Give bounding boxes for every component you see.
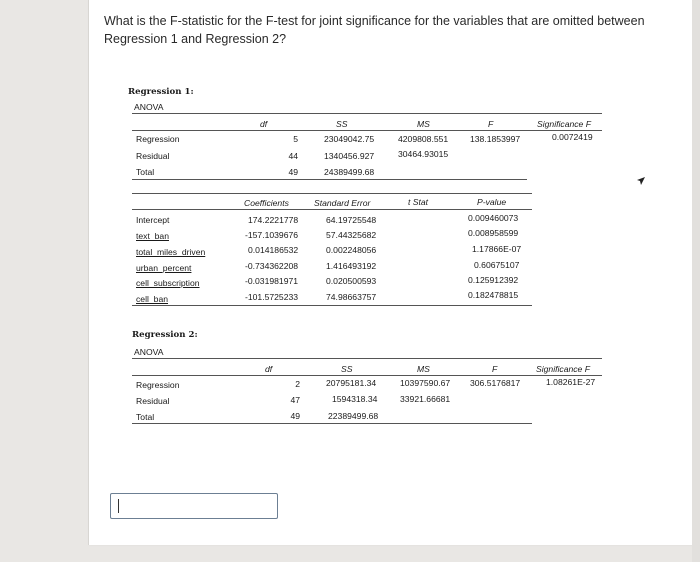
divider	[132, 209, 532, 210]
r1-header-f: F	[488, 119, 494, 129]
regression1-anova-label: ANOVA	[134, 102, 164, 112]
table-cell: 49	[290, 411, 300, 421]
coef-row-name: Intercept	[136, 215, 170, 225]
table-row-label: Residual	[136, 151, 170, 161]
coef-cell: 0.60675107	[474, 260, 520, 270]
r2-header-f: F	[492, 364, 498, 374]
coef-row-name: cell_ban	[136, 294, 169, 304]
table-cell: 23049042.75	[324, 134, 375, 144]
table-cell: 1.08261E-27	[546, 377, 596, 387]
table-cell: 5	[293, 134, 298, 144]
coef-cell: 0.125912392	[468, 275, 519, 285]
coef-cell: 0.008958599	[468, 228, 519, 238]
coef-cell: -0.734362208	[245, 261, 299, 271]
table-cell: 0.0072419	[552, 132, 593, 142]
table-row-label: Total	[136, 167, 155, 177]
coef-cell: 0.014186532	[248, 245, 299, 255]
divider	[132, 193, 532, 194]
table-cell: 20795181.34	[326, 378, 377, 388]
divider	[132, 305, 532, 306]
r1-header-df: df	[260, 119, 268, 129]
table-row-label: Total	[136, 412, 155, 422]
r2-header-ss: SS	[341, 364, 353, 374]
question-text: What is the F-statistic for the F-test for joint significance for the variables that are omitted between Regression 1 and Regression 2?	[104, 14, 645, 46]
divider	[132, 423, 532, 424]
r2-header-df: df	[265, 364, 273, 374]
coef-header-pvalue: P-value	[477, 197, 507, 207]
table-cell: 44	[288, 151, 298, 161]
text-caret	[118, 499, 119, 513]
table-cell: 306.5176817	[470, 378, 521, 388]
coef-cell: 1.416493192	[326, 261, 377, 271]
table-cell: 49	[288, 167, 298, 177]
page-edge	[692, 0, 700, 562]
table-row-label: Regression	[136, 380, 180, 390]
r1-header-ss: SS	[336, 119, 348, 129]
table-cell: 33921.66681	[400, 394, 451, 404]
r2-header-ms: MS	[417, 364, 430, 374]
coef-row-name: cell_subscription	[136, 278, 200, 288]
coef-header-se: Standard Error	[314, 198, 371, 208]
table-cell: 1594318.34	[332, 394, 378, 404]
table-cell: 10397590.67	[400, 378, 451, 388]
coef-cell: 0.002248056	[326, 245, 377, 255]
mouse-pointer-icon	[636, 176, 646, 186]
table-row-label: Regression	[136, 134, 180, 144]
regression1-title: Regression 1:	[128, 87, 194, 97]
table-cell: 2	[295, 379, 300, 389]
coef-cell: 74.98663757	[326, 292, 377, 302]
table-cell: 22389499.68	[328, 411, 379, 421]
divider	[132, 375, 602, 376]
table-cell: 47	[290, 395, 300, 405]
coef-row-name: total_miles_driven	[136, 247, 206, 257]
divider	[132, 113, 602, 114]
coef-cell: 0.182478815	[468, 290, 519, 300]
coef-cell: 0.009460073	[468, 213, 519, 223]
table-cell: 4209808.551	[398, 134, 449, 144]
coef-cell: 1.17866E-07	[472, 244, 522, 254]
coef-header-tstat: t Stat	[408, 197, 429, 207]
divider	[132, 179, 527, 180]
regression2-title: Regression 2:	[132, 330, 198, 340]
coef-header-coefficients: Coefficients	[244, 198, 289, 208]
r1-header-sigf: Significance F	[537, 119, 591, 129]
coef-cell: -0.031981971	[245, 276, 299, 286]
coef-cell: -101.5725233	[245, 292, 299, 302]
divider	[132, 358, 602, 359]
coef-row-name: text_ban	[136, 231, 169, 241]
divider	[132, 130, 602, 131]
table-cell: 30464.93015	[398, 149, 449, 159]
coef-cell: 0.020500593	[326, 276, 377, 286]
table-cell: 1340456.927	[324, 151, 375, 161]
table-cell: 138.1853997	[470, 134, 521, 144]
coef-cell: 57.44325682	[326, 230, 377, 240]
r1-header-ms: MS	[417, 119, 430, 129]
table-cell: 24389499.68	[324, 167, 375, 177]
r2-header-sigf: Significance F	[536, 364, 590, 374]
coef-cell: 64.19725548	[326, 215, 377, 225]
coef-cell: 174.2221778	[248, 215, 299, 225]
table-row-label: Residual	[136, 396, 170, 406]
coef-cell: -157.1039676	[245, 230, 299, 240]
coef-row-name: urban_percent	[136, 263, 192, 273]
regression2-anova-label: ANOVA	[134, 347, 164, 357]
answer-input[interactable]	[110, 493, 278, 519]
